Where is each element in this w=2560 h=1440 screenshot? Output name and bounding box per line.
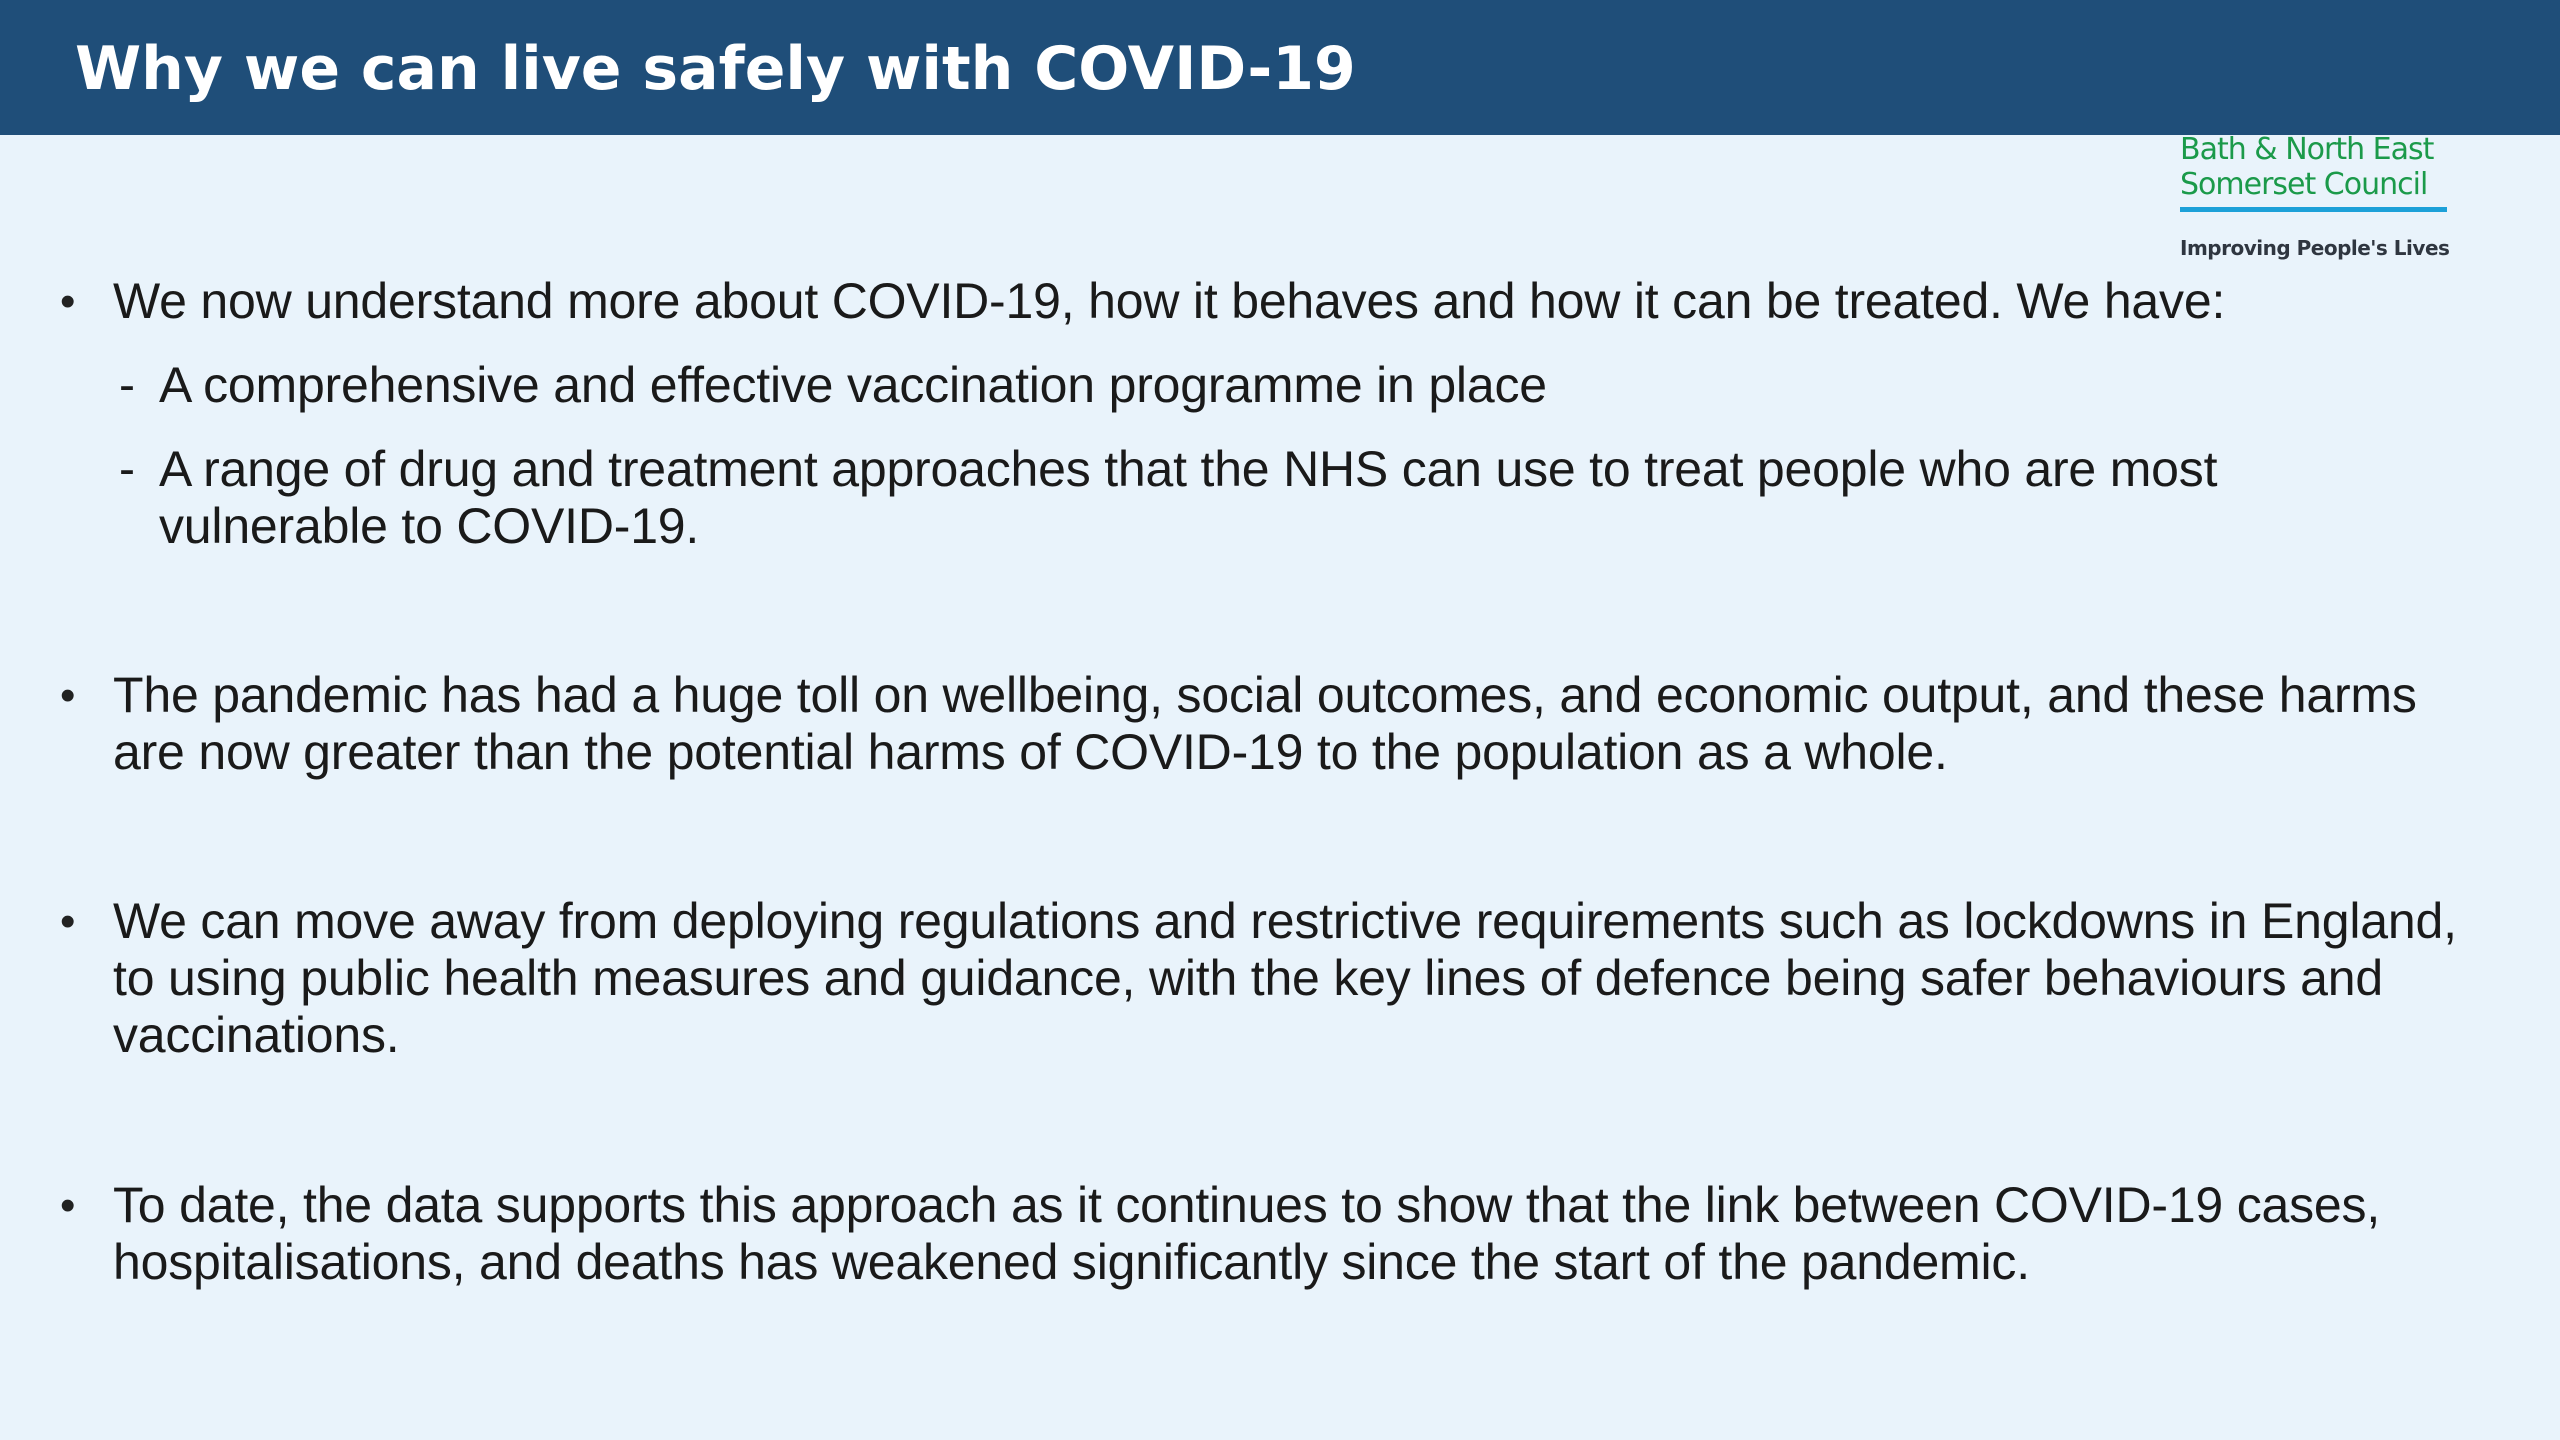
logo-tagline: Improving People's Lives <box>2180 236 2450 260</box>
bullet-item-1 <box>60 273 2480 330</box>
bullet-item-3 <box>60 893 2480 1064</box>
bullet-item-2 <box>60 667 2480 781</box>
bullet-dot-icon: • <box>60 671 76 720</box>
bullet-dot-icon: • <box>60 277 76 326</box>
bullet-text-1: We now understand more about COVID-19, how it behaves and how it can be treated. We have: <box>113 273 2226 329</box>
dash-icon: - <box>119 359 135 412</box>
logo-line-1: Bath & North East <box>2180 132 2434 167</box>
slide-title: Why we can live safely with COVID-19 <box>75 34 1356 104</box>
bullet-text-3: We can move away from deploying regulations and restrictive requirements such as lockdowns in England, to using public health measures and guidance, with the key lines of defence being safer behaviours and vaccinations. <box>113 893 2457 1063</box>
bullet-text-4: To date, the data supports this approach as it continues to show that the link between COVID-19 cases, hospitalisations, and deaths has weakened significantly since the start of the pandemic. <box>113 1177 2381 1290</box>
bullet-dot-icon: • <box>60 897 76 946</box>
sub-item-2 <box>115 441 2415 555</box>
dash-icon: - <box>119 443 135 496</box>
bullet-item-4 <box>60 1177 2480 1291</box>
sub-text-2: A range of drug and treatment approaches that the NHS can use to treat people who are most vulnerable to COVID-19. <box>159 441 2218 554</box>
bullet-text-2: The pandemic has had a huge toll on wellbeing, social outcomes, and economic output, and these harms are now greater than the potential harms of COVID-19 to the population as a whole. <box>113 667 2417 780</box>
bullet-dot-icon: • <box>60 1181 76 1230</box>
logo-line-2: Somerset Council <box>2180 167 2428 202</box>
sub-item-1 <box>115 357 2415 414</box>
sub-text-1: A comprehensive and effective vaccination programme in place <box>159 357 1547 413</box>
